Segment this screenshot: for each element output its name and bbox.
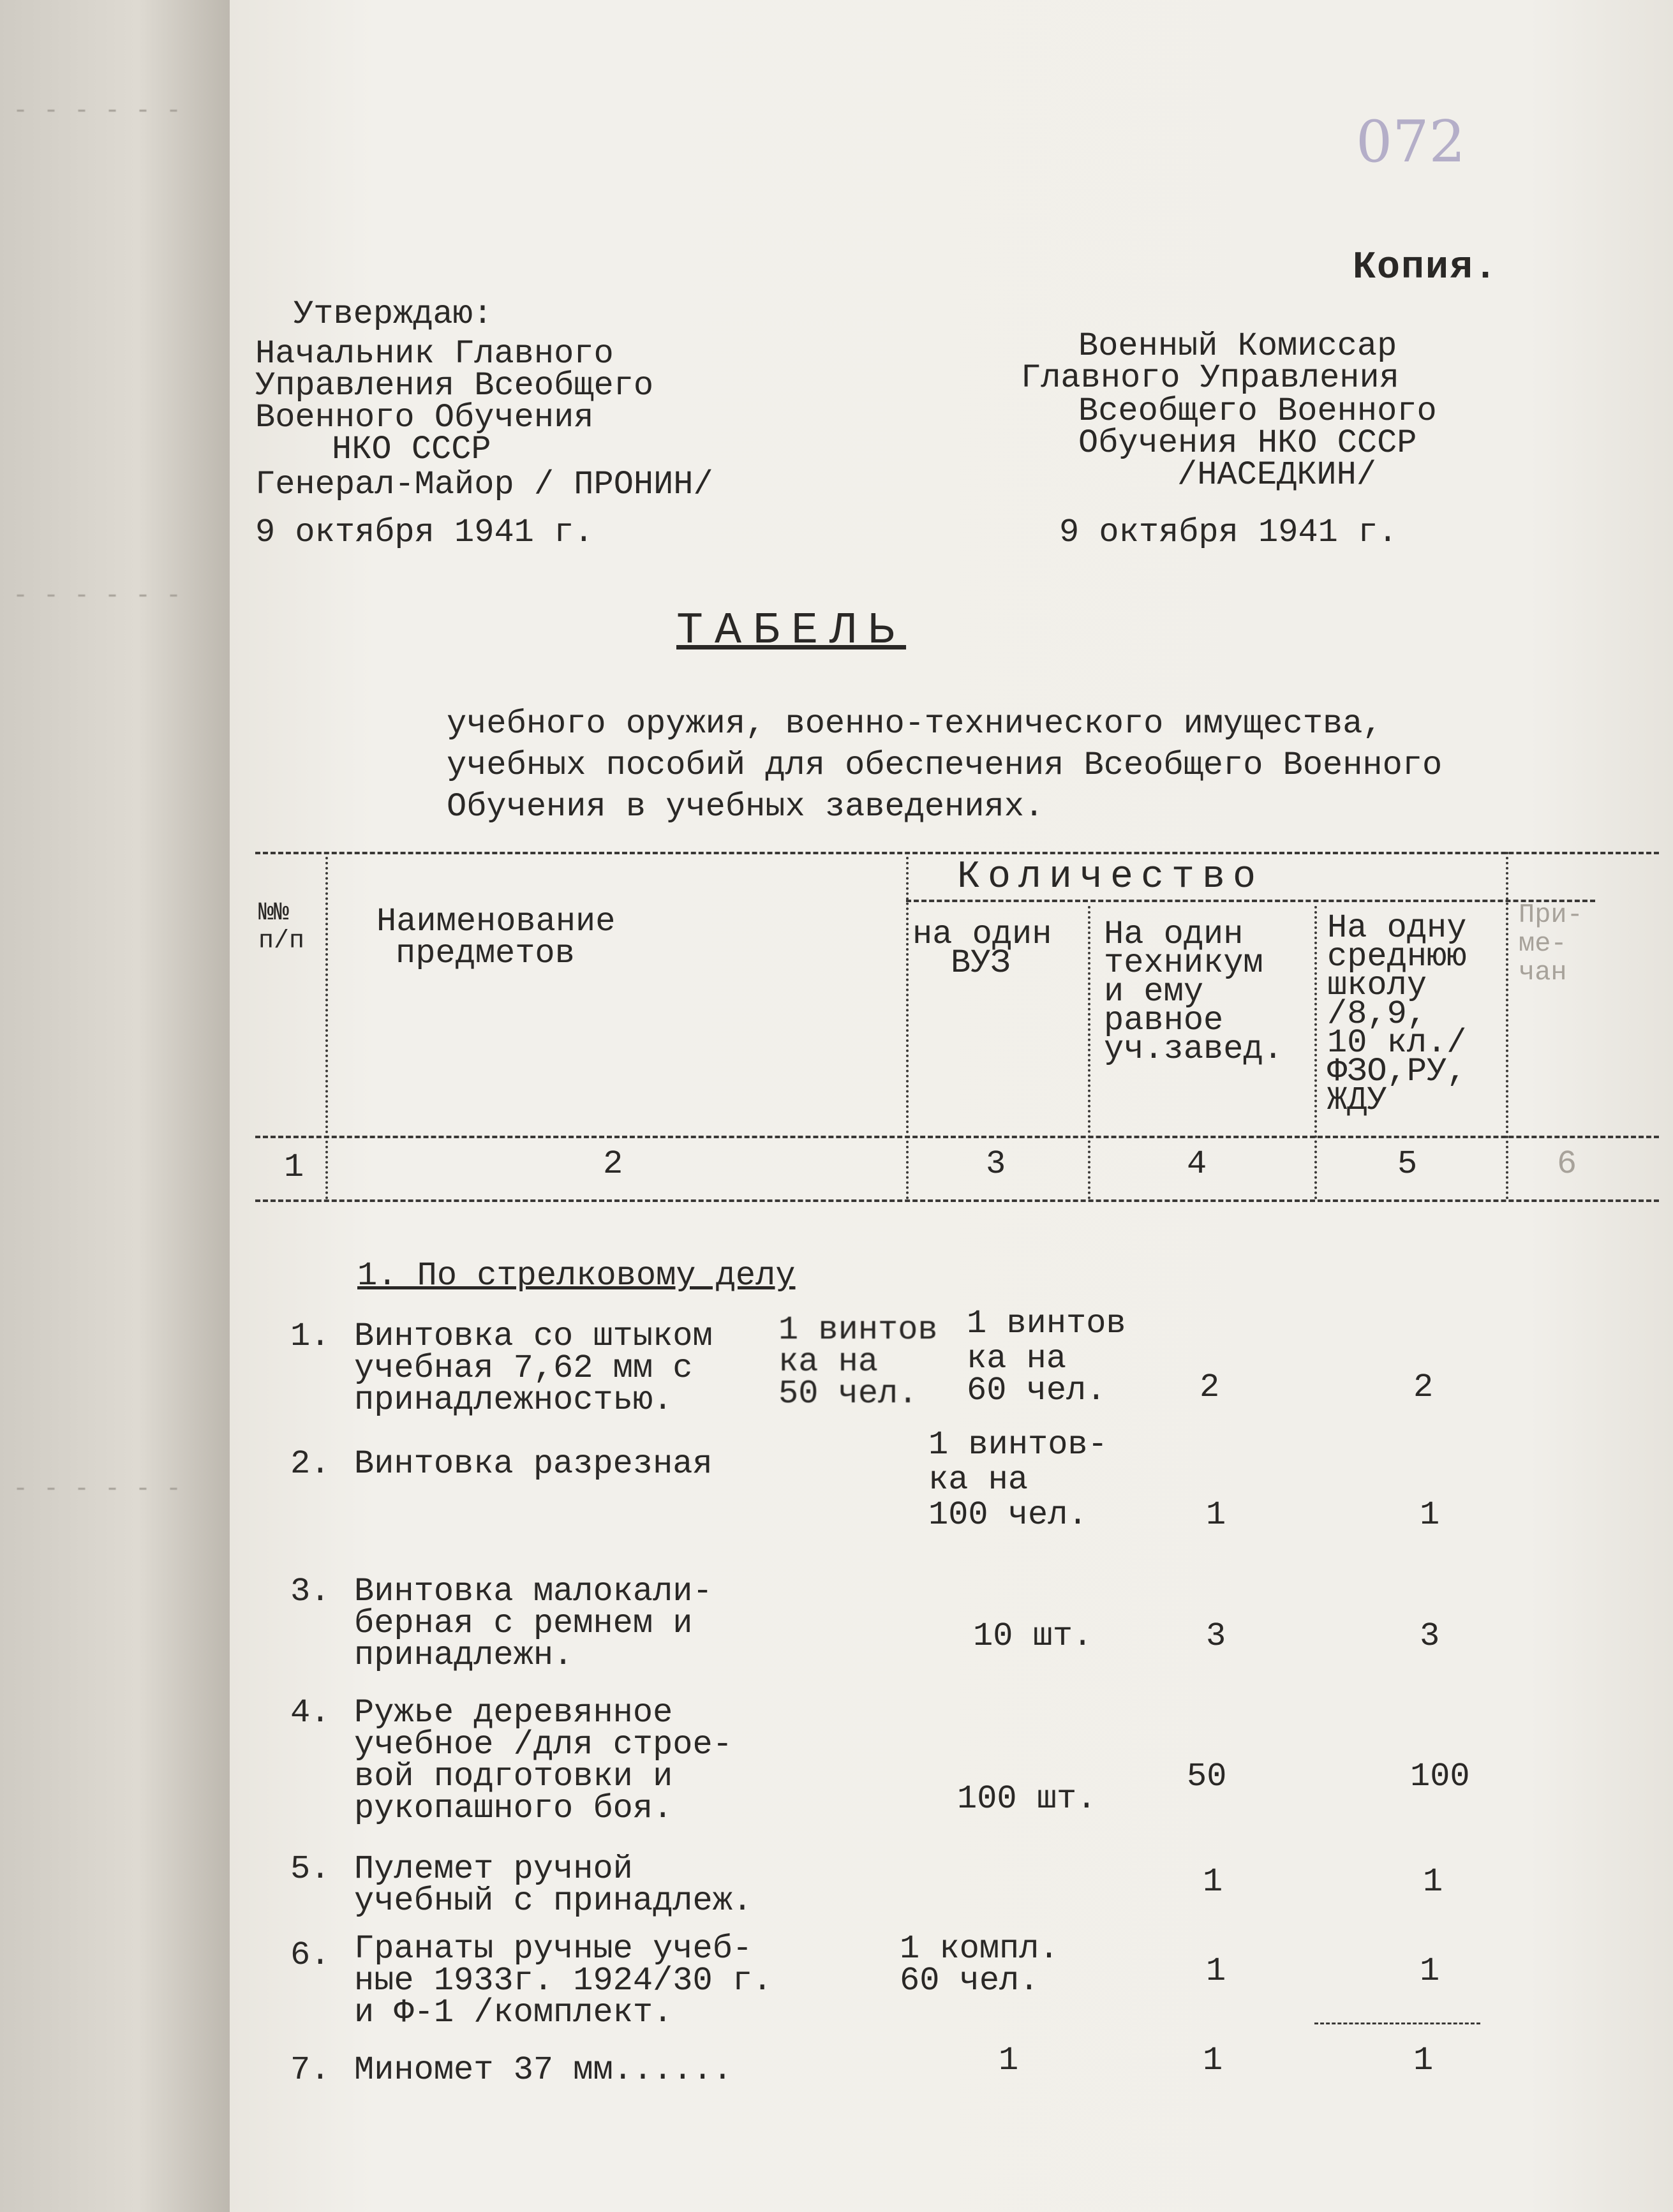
header-col5-line: среднюю bbox=[1327, 938, 1467, 976]
bleed-through-text: - - - - - - bbox=[13, 582, 182, 611]
commissar-line: /НАСЕДКИН/ bbox=[1177, 456, 1377, 494]
bleed-through-text: - - - - - - bbox=[13, 97, 182, 126]
row-col6: 1 bbox=[1420, 1952, 1440, 1990]
commissar-date: 9 октября 1941 г. bbox=[1059, 514, 1398, 551]
header-name: Наименование bbox=[376, 903, 616, 940]
header-col4-line: и ему bbox=[1104, 973, 1204, 1011]
commissar-line: Всеобщего Военного bbox=[1078, 392, 1437, 430]
approve-line: Начальник Главного bbox=[255, 335, 614, 373]
table-rule bbox=[1314, 2023, 1480, 2024]
header-col4-line: уч.завед. bbox=[1104, 1030, 1283, 1068]
section-title: 1. По стрелковому делу bbox=[357, 1257, 796, 1295]
approve-line: Генерал-Майор / ПРОНИН/ bbox=[255, 466, 713, 503]
row-col3-line: 1 винтов bbox=[778, 1311, 938, 1349]
header-col3-line: на один bbox=[912, 916, 1052, 953]
table-divider bbox=[1088, 906, 1090, 1199]
row-name-line: берная с ремнем и bbox=[354, 1605, 693, 1642]
table-divider bbox=[906, 852, 909, 1199]
table-rule bbox=[906, 900, 1595, 902]
header-col5-line: ФЗО,РУ, bbox=[1327, 1053, 1467, 1090]
header-col6-line: ме- bbox=[1519, 928, 1567, 959]
row-name-line: Винтовка малокали- bbox=[354, 1573, 713, 1610]
row-col5: 1 bbox=[1206, 1496, 1226, 1534]
row-col4-line: 10 шт. bbox=[973, 1617, 1093, 1655]
header-name: предметов bbox=[396, 935, 575, 972]
header-col3-line: ВУЗ bbox=[951, 944, 1011, 982]
row-col6: 2 bbox=[1413, 1369, 1434, 1406]
row-col5: 2 bbox=[1200, 1369, 1220, 1406]
row-col6: 3 bbox=[1420, 1617, 1440, 1655]
column-number: 3 bbox=[986, 1145, 1006, 1183]
archive-mark: 072 bbox=[1356, 108, 1466, 175]
table-divider bbox=[325, 852, 328, 1199]
header-col4-line: На один bbox=[1104, 916, 1244, 953]
row-name-line: рукопашного боя. bbox=[354, 1790, 673, 1827]
row-name-line: Винтовка со штыком bbox=[354, 1318, 713, 1355]
table-rule bbox=[255, 852, 1659, 854]
row-col5: 1 bbox=[1206, 1952, 1226, 1990]
copy-label: Копия. bbox=[1353, 246, 1499, 290]
document-title: ТАБЕЛЬ bbox=[676, 606, 907, 657]
row-col4-line: 1 винтов- bbox=[928, 1426, 1108, 1464]
header-col4-line: техникум bbox=[1104, 944, 1263, 982]
column-number: 4 bbox=[1187, 1145, 1207, 1183]
header-col5-line: На одну bbox=[1327, 909, 1467, 947]
header-num: №№ п/п bbox=[258, 899, 305, 956]
row-col4-line: ка на bbox=[928, 1461, 1029, 1499]
row-col4-line: 1 винтов bbox=[967, 1305, 1126, 1342]
column-number: 2 bbox=[603, 1145, 623, 1183]
row-number: 3. bbox=[290, 1573, 331, 1610]
commissar-line: Обучения НКО СССР bbox=[1078, 424, 1417, 462]
row-name-line: Миномет 37 мм...... bbox=[354, 2051, 732, 2089]
row-col5: 1 bbox=[1203, 2042, 1223, 2079]
column-number: 5 bbox=[1397, 1145, 1418, 1183]
header-col5-line: школу bbox=[1327, 967, 1427, 1004]
row-col4-line: 60 чел. bbox=[967, 1372, 1106, 1409]
table-rule bbox=[255, 1199, 1659, 1202]
row-name-line: ные 1933г. 1924/30 г. bbox=[354, 1962, 773, 2000]
row-name-line: Гранаты ручные учеб- bbox=[354, 1930, 753, 1968]
row-col6: 100 bbox=[1410, 1758, 1470, 1795]
row-name-line: принадлежностью. bbox=[354, 1381, 673, 1419]
row-col5: 1 bbox=[1203, 1863, 1223, 1901]
row-number: 6. bbox=[290, 1936, 331, 1974]
commissar-line: Главного Управления bbox=[1021, 359, 1399, 397]
header-col6-line: чан bbox=[1519, 957, 1567, 988]
row-col4-line: 1 bbox=[999, 2042, 1019, 2079]
row-number: 7. bbox=[290, 2051, 331, 2089]
subtitle-line: Обучения в учебных заведениях. bbox=[447, 788, 1045, 826]
subtitle-line: учебного оружия, военно-технического имущества, bbox=[447, 705, 1383, 743]
approve-line: Утверждаю: bbox=[294, 295, 493, 333]
header-col6-line: При- bbox=[1519, 900, 1583, 930]
header-col5-line: ЖДУ bbox=[1327, 1081, 1387, 1119]
column-number: 6 bbox=[1557, 1145, 1577, 1183]
bleed-through-text: - - - - - - bbox=[13, 1475, 182, 1504]
row-name-line: учебная 7,62 мм с bbox=[354, 1349, 693, 1387]
adjacent-page-edge bbox=[0, 0, 230, 2212]
approve-line: Военного Обучения bbox=[255, 399, 594, 436]
row-col4-line: 100 шт. bbox=[957, 1780, 1097, 1818]
row-number: 2. bbox=[290, 1445, 331, 1483]
row-name-line: и Ф-1 /комплект. bbox=[354, 1994, 673, 2031]
row-col4-line: 1 компл. bbox=[900, 1930, 1059, 1968]
table-rule bbox=[255, 1136, 1659, 1138]
header-qty: Количество bbox=[957, 856, 1264, 899]
header-col5-line: 10 кл./ bbox=[1327, 1024, 1467, 1062]
table-divider bbox=[1314, 906, 1317, 1199]
row-col3-line: ка на bbox=[778, 1343, 879, 1381]
row-col4-line: 60 чел. bbox=[900, 1962, 1039, 2000]
row-number: 5. bbox=[290, 1850, 331, 1888]
subtitle-line: учебных пособий для обеспечения Всеобщего Военного bbox=[447, 746, 1443, 784]
commissar-line: Военный Комиссар bbox=[1078, 327, 1397, 365]
header-col5-line: /8,9, bbox=[1327, 995, 1427, 1033]
row-name-line: Винтовка разрезная bbox=[354, 1445, 713, 1483]
table-divider bbox=[1506, 852, 1508, 1199]
approve-line: НКО СССР bbox=[332, 431, 491, 468]
row-name-line: принадлежн. bbox=[354, 1637, 574, 1674]
row-name-line: Пулемет ручной bbox=[354, 1850, 633, 1888]
row-col5: 50 bbox=[1187, 1758, 1227, 1795]
row-name-line: учебное /для строе- bbox=[354, 1726, 732, 1763]
row-col6: 1 bbox=[1420, 1496, 1440, 1534]
row-col4-line: ка на bbox=[967, 1340, 1067, 1377]
row-name-line: Ружье деревянное bbox=[354, 1694, 673, 1732]
document-page bbox=[230, 0, 1673, 2212]
row-number: 1. bbox=[290, 1318, 331, 1355]
row-col4-line: 100 чел. bbox=[928, 1496, 1088, 1534]
approve-line: Управления Всеобщего bbox=[255, 367, 654, 405]
row-col3-line: 50 чел. bbox=[778, 1375, 918, 1413]
approve-date: 9 октября 1941 г. bbox=[255, 514, 594, 551]
row-name-line: вой подготовки и bbox=[354, 1758, 673, 1795]
column-number: 1 bbox=[284, 1148, 304, 1186]
row-col6: 1 bbox=[1423, 1863, 1443, 1901]
row-col5: 3 bbox=[1206, 1617, 1226, 1655]
row-number: 4. bbox=[290, 1694, 331, 1732]
row-col6: 1 bbox=[1413, 2042, 1434, 2079]
row-name-line: учебный с принадлеж. bbox=[354, 1882, 753, 1920]
header-col4-line: равное bbox=[1104, 1002, 1224, 1039]
